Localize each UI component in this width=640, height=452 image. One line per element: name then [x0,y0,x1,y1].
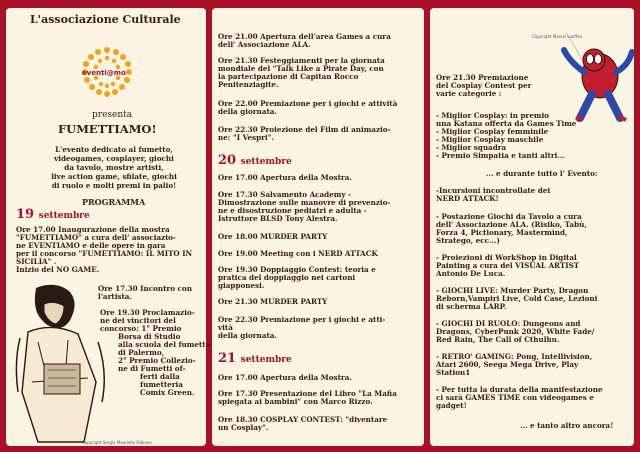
text-line: Ore 22.30 Premiazione per i giochi e atti- [218,315,386,324]
text-line: ne e disostruzione pediatri e adulta - [218,206,367,215]
text-line: per il concorso "FUMETTIAMO: IL MITO IN [16,249,193,258]
text-line: Penitenziagite. [218,80,279,89]
event-title: FUMETTIAMO! [58,122,157,136]
during-event-heading: ... e durante tutto l' Evento: [486,169,598,178]
text-line: giapponesi. [218,281,265,290]
day-19-heading [16,208,90,223]
text-line: Borsa di Studio [118,332,181,341]
text-line: Red Rain, The Call of Cthulhu. [436,335,560,344]
text-line: - Proiezioni di WorkShop in Digital [436,253,577,262]
text-line: - GIOCHI DI RUOLO: Dungeons and [436,319,581,328]
spiderman-copyright: Copyright Marcel Loeffen [532,34,583,39]
text-line: - Premio Simpatia e tanti altri... [436,151,565,160]
text-line: Ore 19.30 Proclamazio- [100,308,195,317]
event-20-opening: Ore 17.00 Apertura della Mostra. [218,173,352,182]
text-line: Ore 17.00 Inaugurazione della mostra [16,225,170,234]
text-line: - RETRO' GAMING: Pong, Intellivision, [436,352,593,361]
text-line: l'artista. [98,292,132,301]
text-line: 20 [218,153,237,168]
text-line: Painting a cura del VISUAL ARTIST [436,261,580,270]
text-line: live action game, sfilate, giochi [51,172,177,181]
text-line: Dimostrazione sulle manovre di prevenzio- [218,198,391,207]
text-line: di scherma LARP. [436,302,507,311]
text-line: -Incursioni incontrollate dei [436,186,551,195]
text-line: ne: "I Vespri". [218,133,274,142]
text-line: settembre [240,355,292,365]
day-20-heading [218,154,292,169]
text-line: SICILIA" . [16,257,57,266]
text-line: - GIOCHI LIVE: Murder Party, Dragon [436,286,589,295]
text-line: Istruttore BLSD Tony Alestra. [218,214,338,223]
text-line: varie categorie : [436,89,502,98]
text-line: Reborn,Vampiri Live, Cold Case, Lezioni [436,294,598,303]
text-line: ne EVENTIAMO e delle opere in gara [16,241,166,250]
text-line: dell' Associazione ALA. (Risiko, Tabù, [436,220,587,229]
text-line: Ore 21.00 Apertura dell'area Games a cura [218,32,391,41]
text-line: Dragons, CyberPunk 2020, White Fade/ [436,327,595,336]
text-line: pratica del doppiaggio nei cartoni [218,273,356,282]
figure-copyright: Copyright Sergio Mauriello Fabiano [82,440,152,445]
programma-heading: PROGRAMMA [82,197,146,207]
text-line: Ore 21.30 Festeggiamenti per la giornata [218,56,385,65]
logo-wordmark: eventi@mo [82,69,126,77]
event-21-opening: Ore 17.00 Apertura della Mostra. [218,373,352,382]
text-line: di Palermo, [118,348,165,357]
event-20-nerd-attack: Ore 19.00 Meeting con i NERD ATTACK [218,249,378,258]
text-line: Inizio del NO GAME. [16,265,100,274]
text-line: ne dei vincitori del [100,316,176,325]
text-line: dell' Associazione ALA. [218,40,311,49]
text-line: settembre [240,157,292,167]
text-line: 2° Premio Collezio- [118,356,196,365]
text-line: Stratego, ecc...) [436,236,500,245]
text-line: Forza 4, Pictionary, Mastermind, [436,228,568,237]
text-line: Comix Green. [140,388,195,397]
spiderman-illustration [560,32,634,122]
text-line: concorso: 1° Premio [100,324,182,333]
text-line: Ore 17.30 Salvamento Academy - [218,190,352,199]
text-line: "FUMETTIAMO" a cura dell' associazio- [16,233,176,242]
text-line: della giornata. [218,331,277,340]
text-line: della giornata. [218,107,277,116]
text-line: Ore 22.00 Premiazione per i giochi e attività [218,99,398,108]
text-line: gadget! [436,401,467,410]
text-line: videogames, cosplayer, giochi [54,154,174,163]
text-line: settembre [38,211,90,221]
text-line: fumetteria [140,380,183,389]
text-line: Atari 2600, Seega Mega Drive, Play [436,360,579,369]
text-line: ne di Fumetti of- [118,364,186,373]
text-line: 21 [218,351,237,366]
text-line: Ore 21.30 Premiazione [436,73,529,82]
text-line: vità [218,323,233,332]
comic-figure-illustration [8,282,118,444]
text-line: Ore 17.30 Incontro con [98,284,192,293]
event-20-murder-party-2: Ore 21.30 MURDER PARTY [218,297,328,306]
text-line: 19 [16,207,35,222]
text-line: un Cosplay". [218,423,269,432]
text-line: ferti dalla [140,372,180,381]
text-line: Ore 17.30 Presentazione del Libro "La Mafia [218,389,397,398]
text-line: Ore 22.30 Proiezione del Film di animazio- [218,125,391,134]
text-line: ci sarà GAMES TIME con videogames e [436,393,594,402]
text-line: spiegata ai bambini" con Marco Rizzo. [218,397,373,406]
day-21-heading [218,352,292,367]
closing-line: ... e tanto altro ancora! [520,421,614,430]
text-line: L'evento dedicato al fumetto, [55,145,173,154]
text-line: mondiale del "Talk Like a Pirate Day, con [218,64,384,73]
text-line: - Postazione Giochi da Tavolo a cura [436,212,582,221]
text-line: la partecipazione di Capitan Rocco [218,72,359,81]
text-line: - Miglior Cosplay femminile [436,127,549,136]
text-line: NERD ATTACK! [436,194,499,203]
text-line: alla scuola del fumetto [118,340,211,349]
association-header: L'associazione Culturale [30,13,181,26]
text-line: - Miglior Cosplay maschile [436,135,544,144]
event-20-murder-party: Ore 18.00 MURDER PARTY [218,232,328,241]
text-line: - Per tutta la durata della manifestazione [436,385,603,394]
text-line: Ore 18.30 COSPLAY CONTEST: "diventare [218,415,388,424]
text-line: da tavolo, mostre artisti, [64,163,164,172]
text-line: Station1 [436,368,471,377]
text-line: di ruolo e molti premi in palio! [51,181,177,190]
text-line: una Katana offerta da Games Time [436,119,577,128]
text-line: Antonio De Luca. [436,269,506,278]
text-line: - Miglior squadra [436,143,507,152]
text-line: - Miglior Cosplay: in premio [436,111,550,120]
presenta-label: presenta [92,110,133,120]
text-line: del Cosplay Contest per [436,81,532,90]
text-line: Ore 19.30 Doppiaggio Contest: teoria e [218,265,376,274]
